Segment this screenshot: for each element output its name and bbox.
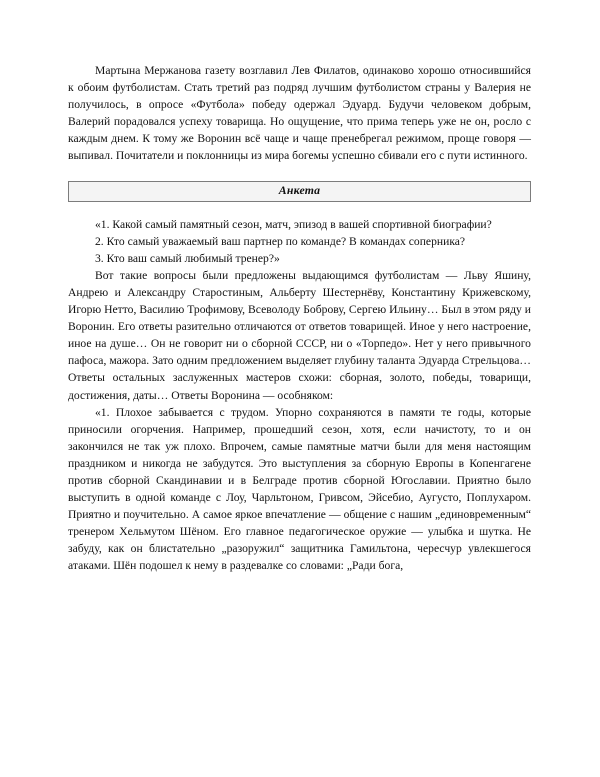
answer-paragraph: «1. Плохое забывается с трудом. Упорно сохраняются в памяти те годы, которые приносили огорчения. Например, прошедший сезон, хотя, если начистоту, то и он закончился не так уж плохо. Впрочем, самые памятные матчи были для меня настоящим праздником и никогда не забудутся. Это выступления за сборную Европы в Копенгагене против сборной Скандинавии и в Белграде против сборной Югославии. Приятно было выступить в одной команде с Лоу, Чарльтоном, Гривсом, Эйсебио, Аугусто, Поплухаром. Приятно и поучительно. А самое яркое впечатление — общение с нашим „единовременным“ тренером Хельмутом Шёном. Его главное педагогическое оружие — улыбка и шутка. Не забуду, как он блистательно „разоружил“ защитника Гамильтона, чересчур увлекшегося атаками. Шён подошел к нему в раздевалке со словами: „Ради бога, bbox=[68, 405, 531, 573]
questionnaire-question-1: «1. Какой самый памятный сезон, матч, эпизод в вашей спортивной биографии? bbox=[95, 217, 492, 231]
questionnaire-question-3: 3. Кто ваш самый любимый тренер?» bbox=[95, 251, 280, 265]
section-heading-box bbox=[68, 181, 531, 202]
questionnaire-question-2: 2. Кто самый уважаемый ваш партнер по команде? В командах соперника? bbox=[95, 234, 466, 248]
commentary-paragraph: Вот такие вопросы были предложены выдающимся футболистам — Льву Яшину, Андрею и Александру Старостиным, Альберту Шестернёву, Константину Крижевскому, Игорю Нетто, Василию Трофимову, Всеволоду Боброву, Сергею Ильину… Был в этом ряду и Воронин. Его ответы разительно отличаются от ответов товарищей. Иное у него настроение, иное на душе… Он не говорит ни о сборной СССР, ни о «Торпедо». Нет у него привычного пафоса, мажора. Зато одним предложением выделяет глубину таланта Эдуарда Стрельцова… Ответы остальных заслуженных мастеров схожи: сборная, золото, победы, товарищи, достижения, даты… Ответы Воронина — особняком: bbox=[68, 268, 531, 402]
text-column bbox=[68, 62, 531, 575]
section-heading-title: Анкета bbox=[278, 183, 321, 198]
questionnaire-block bbox=[68, 216, 531, 267]
intro-paragraph: Мартына Мержанова газету возглавил Лев Филатов, одинаково хорошо относившийся к обоим футболистам. Стать третий раз подряд лучшим футболистом страны у Валерия не получилось, в опросе «Футбола» победу одержал Эдуард. Будучи человеком добрым, Валерий порадовался успеху товарища. Но ощущение, что прима теперь уже не он, росло с каждым днем. К тому же Воронин всё чаще и чаще пренебрегал режимом, проще говоря — выпивал. Почитатели и поклонницы из мира богемы успешно сбивали его с пути истинного. bbox=[68, 64, 531, 163]
